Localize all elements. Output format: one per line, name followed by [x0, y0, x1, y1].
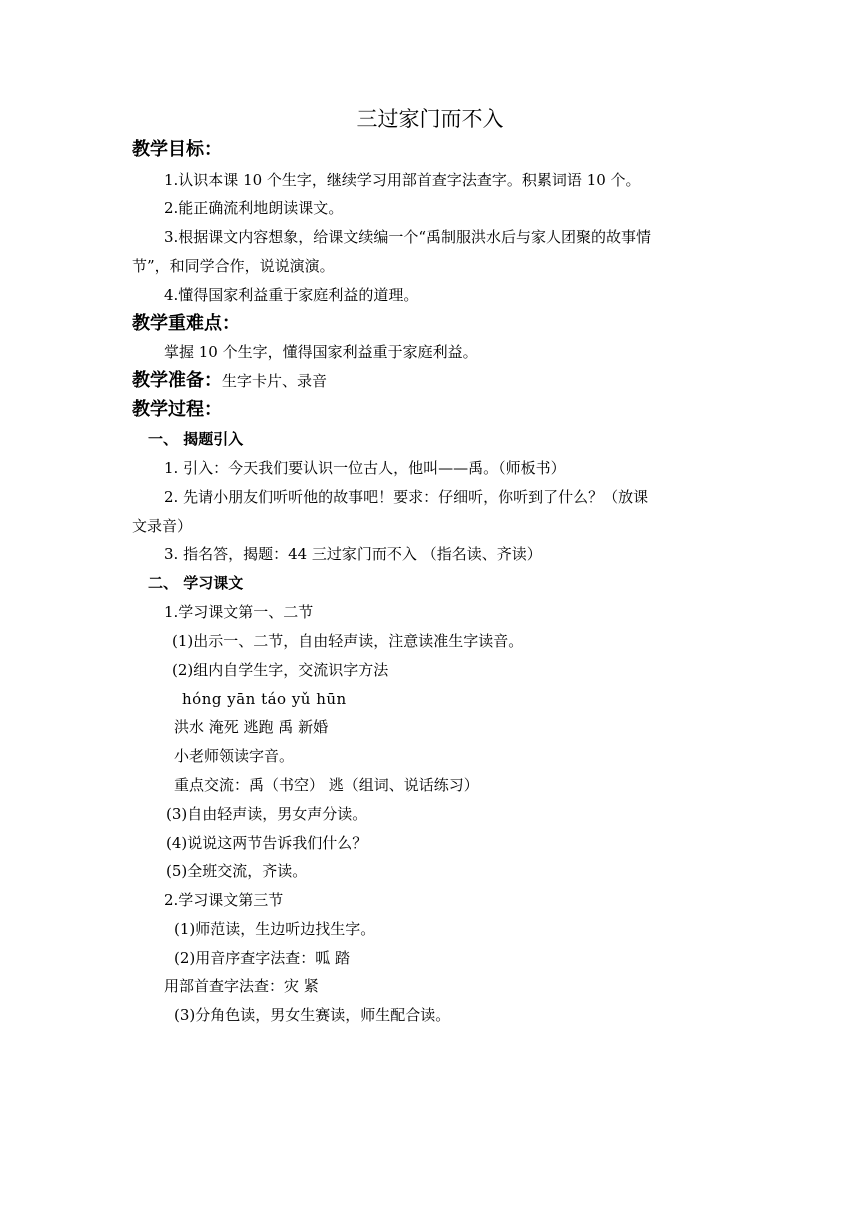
objective-item: 4.懂得国家利益重于家庭利益的道理。	[164, 286, 419, 304]
vocabulary-line: 洪水 淹死 逃跑 禹 新婚	[174, 718, 329, 736]
objectives-heading: 教学目标：	[132, 139, 222, 160]
section2-line: 1.学习课文第一、二节	[164, 603, 314, 621]
section2-line: 2.学习课文第三节	[164, 891, 284, 909]
section2-line: 重点交流：禹（书空） 逃（组词、说话练习）	[174, 776, 479, 794]
section2-line: 用部首查字法查：灾 紧	[164, 977, 319, 995]
section2-line: (1)出示一、二节，自由轻声读，注意读准生字读音。	[172, 632, 524, 650]
section-title: 二、 学习课文	[148, 574, 244, 592]
objective-item: 1.认识本课 10 个生字，继续学习用部首查字法查字。积累词语 10 个。	[164, 171, 641, 189]
objective-item-continued: 节”，和同学合作，说说演演。	[132, 257, 335, 275]
section2-line: (4)说说这两节告诉我们什么？	[166, 834, 368, 852]
section1-line: 2. 先请小朋友们听听他的故事吧！要求：仔细听，你听到了什么？（放课	[164, 488, 649, 506]
section2-line: (2)用音序查字法查：呱 踏	[174, 949, 351, 967]
section2-line: 小老师领读字音。	[174, 747, 295, 765]
objective-item: 3.根据课文内容想象，给课文续编一个“禹制服洪水后与家人团聚的故事情	[164, 228, 651, 246]
section2-line: (1)师范读，生边听边找生字。	[174, 920, 376, 938]
preparation-heading: 教学准备：	[132, 370, 222, 391]
section2-line: (3)分角色读，男女生赛读，师生配合读。	[174, 1006, 451, 1024]
preparation-text: 生字卡片、录音	[222, 372, 328, 390]
section1-line-continued: 文录音）	[132, 517, 193, 535]
section-title: 一、 揭题引入	[148, 430, 244, 448]
key-points-text: 掌握 10 个生字，懂得国家利益重于家庭利益。	[164, 343, 478, 361]
pinyin-line: hóng yān táo yǔ hūn	[182, 690, 347, 708]
process-heading: 教学过程：	[132, 399, 222, 420]
section2-line: (2)组内自学生字，交流识字方法	[172, 661, 389, 679]
section1-line: 1. 引入：今天我们要认识一位古人，他叫——禹。（师板书）	[164, 459, 566, 477]
objective-item: 2.能正确流利地朗读课文。	[164, 199, 344, 217]
section2-line: (5)全班交流，齐读。	[166, 862, 308, 880]
page-title: 三过家门而不入	[356, 107, 504, 131]
section1-line: 3. 指名答，揭题：44 三过家门而不入 （指名读、齐读）	[164, 545, 542, 563]
key-points-heading: 教学重难点：	[132, 313, 240, 334]
section2-line: (3)自由轻声读，男女声分读。	[166, 805, 368, 823]
preparation-line	[132, 367, 327, 395]
